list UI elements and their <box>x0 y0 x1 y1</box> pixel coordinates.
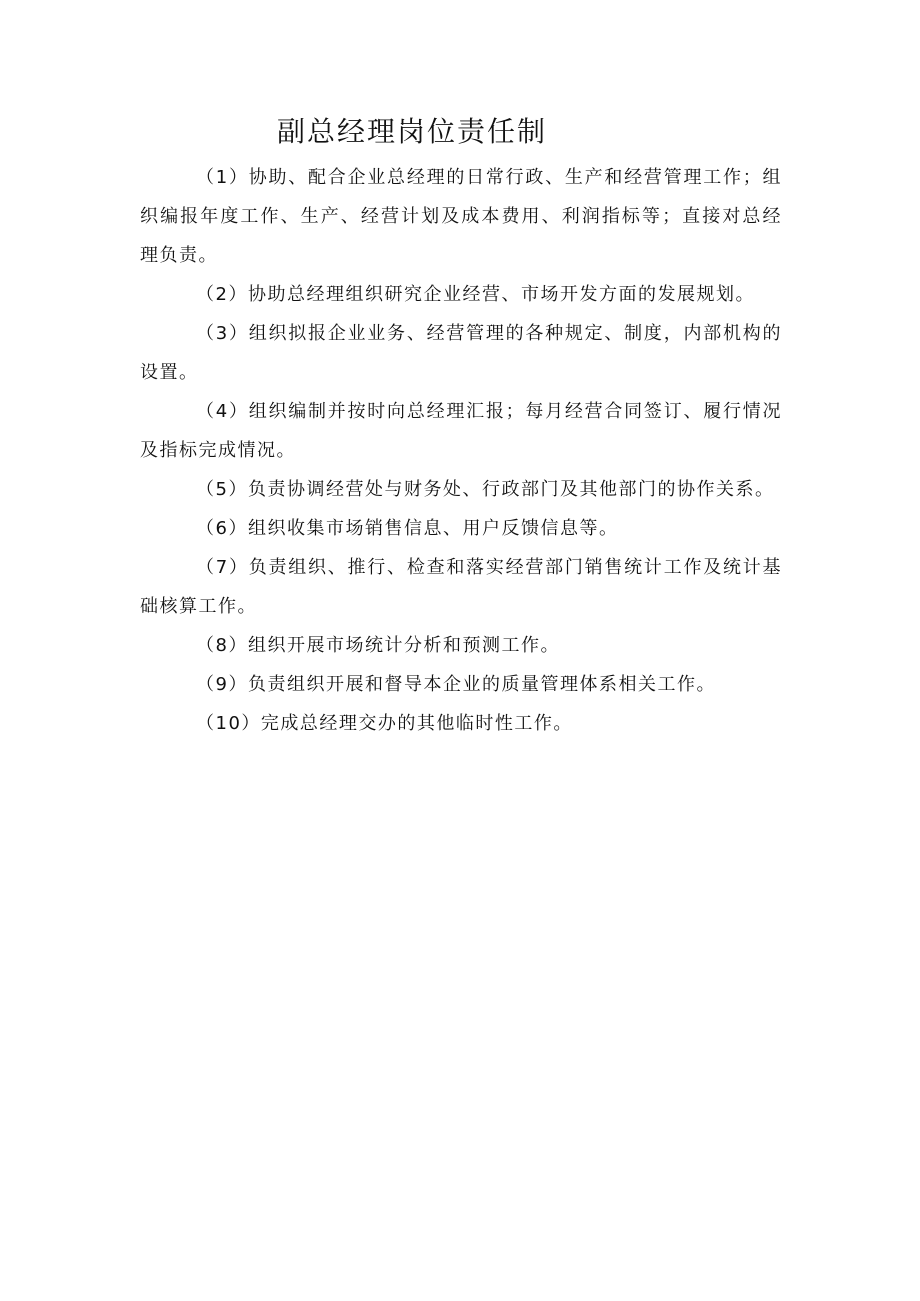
responsibility-item-7: （7）负责组织、推行、检查和落实经营部门销售统计工作及统计基础核算工作。 <box>140 557 782 617</box>
responsibility-item-2: （2）协助总经理组织研究企业经营、市场开发方面的发展规划。 <box>196 284 755 305</box>
responsibility-item-8: （8）组织开展市场统计分析和预测工作。 <box>196 635 560 656</box>
document-title: 副总经理岗位责任制 <box>277 115 548 148</box>
responsibility-item-10: （10）完成总经理交办的其他临时性工作。 <box>196 713 573 734</box>
responsibility-item-9: （9）负责组织开展和督导本企业的质量管理体系相关工作。 <box>196 674 716 695</box>
responsibility-list <box>140 158 782 743</box>
responsibility-item-5: （5）负责协调经营处与财务处、行政部门及其他部门的协作关系。 <box>196 479 775 500</box>
responsibility-item-1: （1）协助、配合企业总经理的日常行政、生产和经营管理工作；组织编报年度工作、生产、经营计划及成本费用、利润指标等；直接对总经理负责。 <box>140 167 782 266</box>
responsibility-item-4: （4）组织编制并按时向总经理汇报；每月经营合同签订、履行情况及指标完成情况。 <box>140 401 782 461</box>
responsibility-item-3: （3）组织拟报企业业务、经营管理的各种规定、制度，内部机构的设置。 <box>140 323 782 383</box>
responsibility-item-6: （6）组织收集市场销售信息、用户反馈信息等。 <box>196 518 619 539</box>
